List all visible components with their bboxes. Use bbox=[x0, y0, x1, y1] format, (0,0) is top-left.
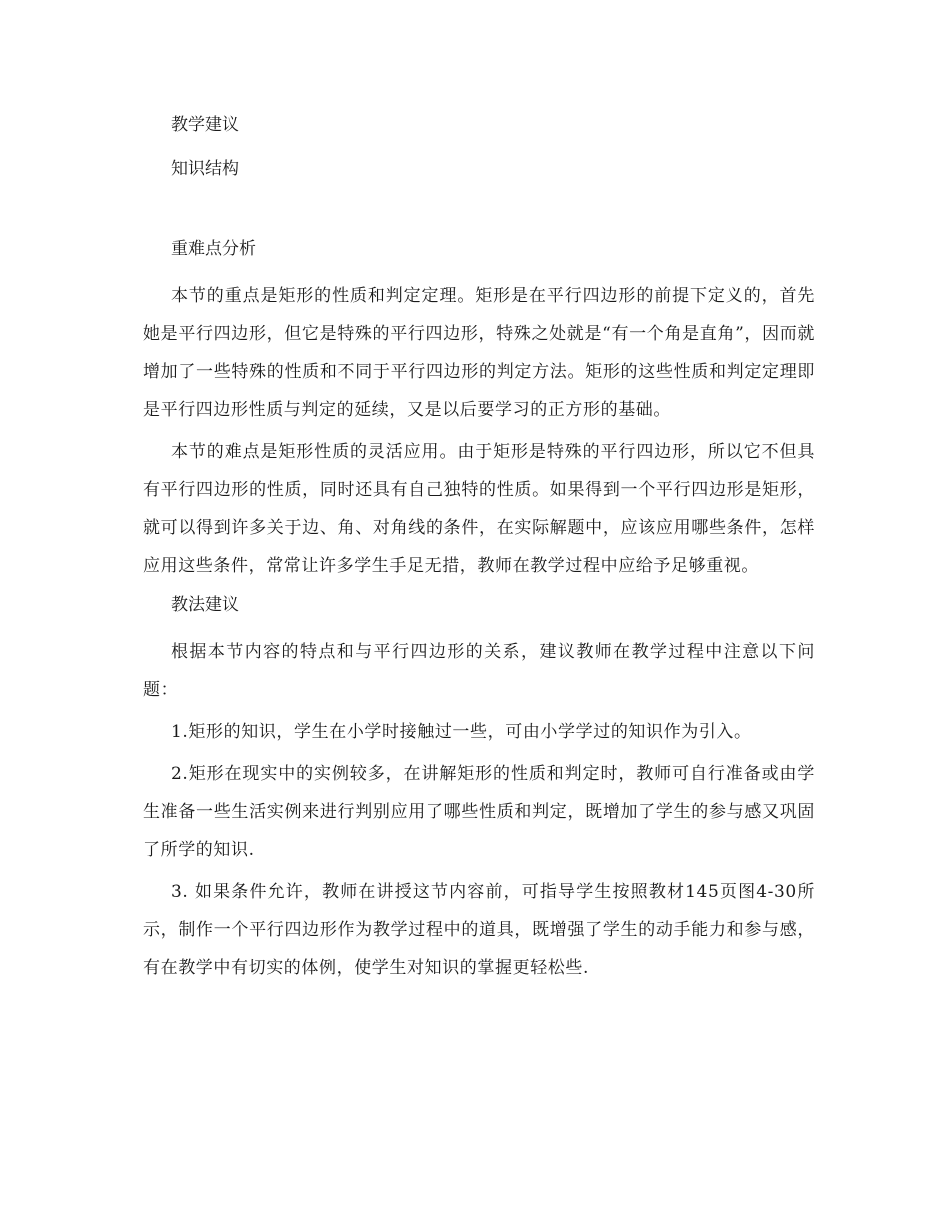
heading-teaching-advice: 教学建议 bbox=[171, 115, 239, 135]
heading-teaching-method: 教法建议 bbox=[171, 595, 239, 615]
document-body bbox=[143, 109, 815, 991]
heading-knowledge-structure: 知识结构 bbox=[171, 159, 239, 179]
list-item-3: 3. 如果条件允许，教师在讲授这节内容前，可指导学生按照教材145页图4-30所示，制作一个平行四边形作为教学过程中的道具，既增强了学生的动手能力和参与感，有在教学中有切实的体例，使学生对知识的掌握更轻松些. bbox=[143, 882, 815, 978]
heading-difficulty-analysis: 重难点分析 bbox=[171, 239, 256, 259]
list-item-2: 2.矩形在现实中的实例较多，在讲解矩形的性质和判定时，教师可自行准备或由学生准备一些生活实例来进行判别应用了哪些性质和判定，既增加了学生的参与感又巩固了所学的知识. bbox=[143, 764, 815, 860]
paragraph-key-points: 本节的重点是矩形的性质和判定定理。矩形是在平行四边形的前提下定义的，首先她是平行四边形，但它是特殊的平行四边形，特殊之处就是“有一个角是直角”，因而就增加了一些特殊的性质和不同于平行四边形的判定方法。矩形的这些性质和判定定理即是平行四边形性质与判定的延续，又是以后要学习的正方形的基础。 bbox=[143, 286, 815, 420]
paragraph-difficult-points: 本节的难点是矩形性质的灵活应用。由于矩形是特殊的平行四边形，所以它不但具有平行四边形的性质，同时还具有自己独特的性质。如果得到一个平行四边形是矩形，就可以得到许多关于边、角、对角线的条件，在实际解题中，应该应用哪些条件，怎样应用这些条件，常常让许多学生手足无措，教师在教学过程中应给予足够重视。 bbox=[143, 442, 815, 576]
list-item-1: 1.矩形的知识，学生在小学时接触过一些，可由小学学过的知识作为引入。 bbox=[171, 722, 752, 742]
paragraph-method-intro: 根据本节内容的特点和与平行四边形的关系，建议教师在教学过程中注意以下问题： bbox=[143, 642, 815, 700]
